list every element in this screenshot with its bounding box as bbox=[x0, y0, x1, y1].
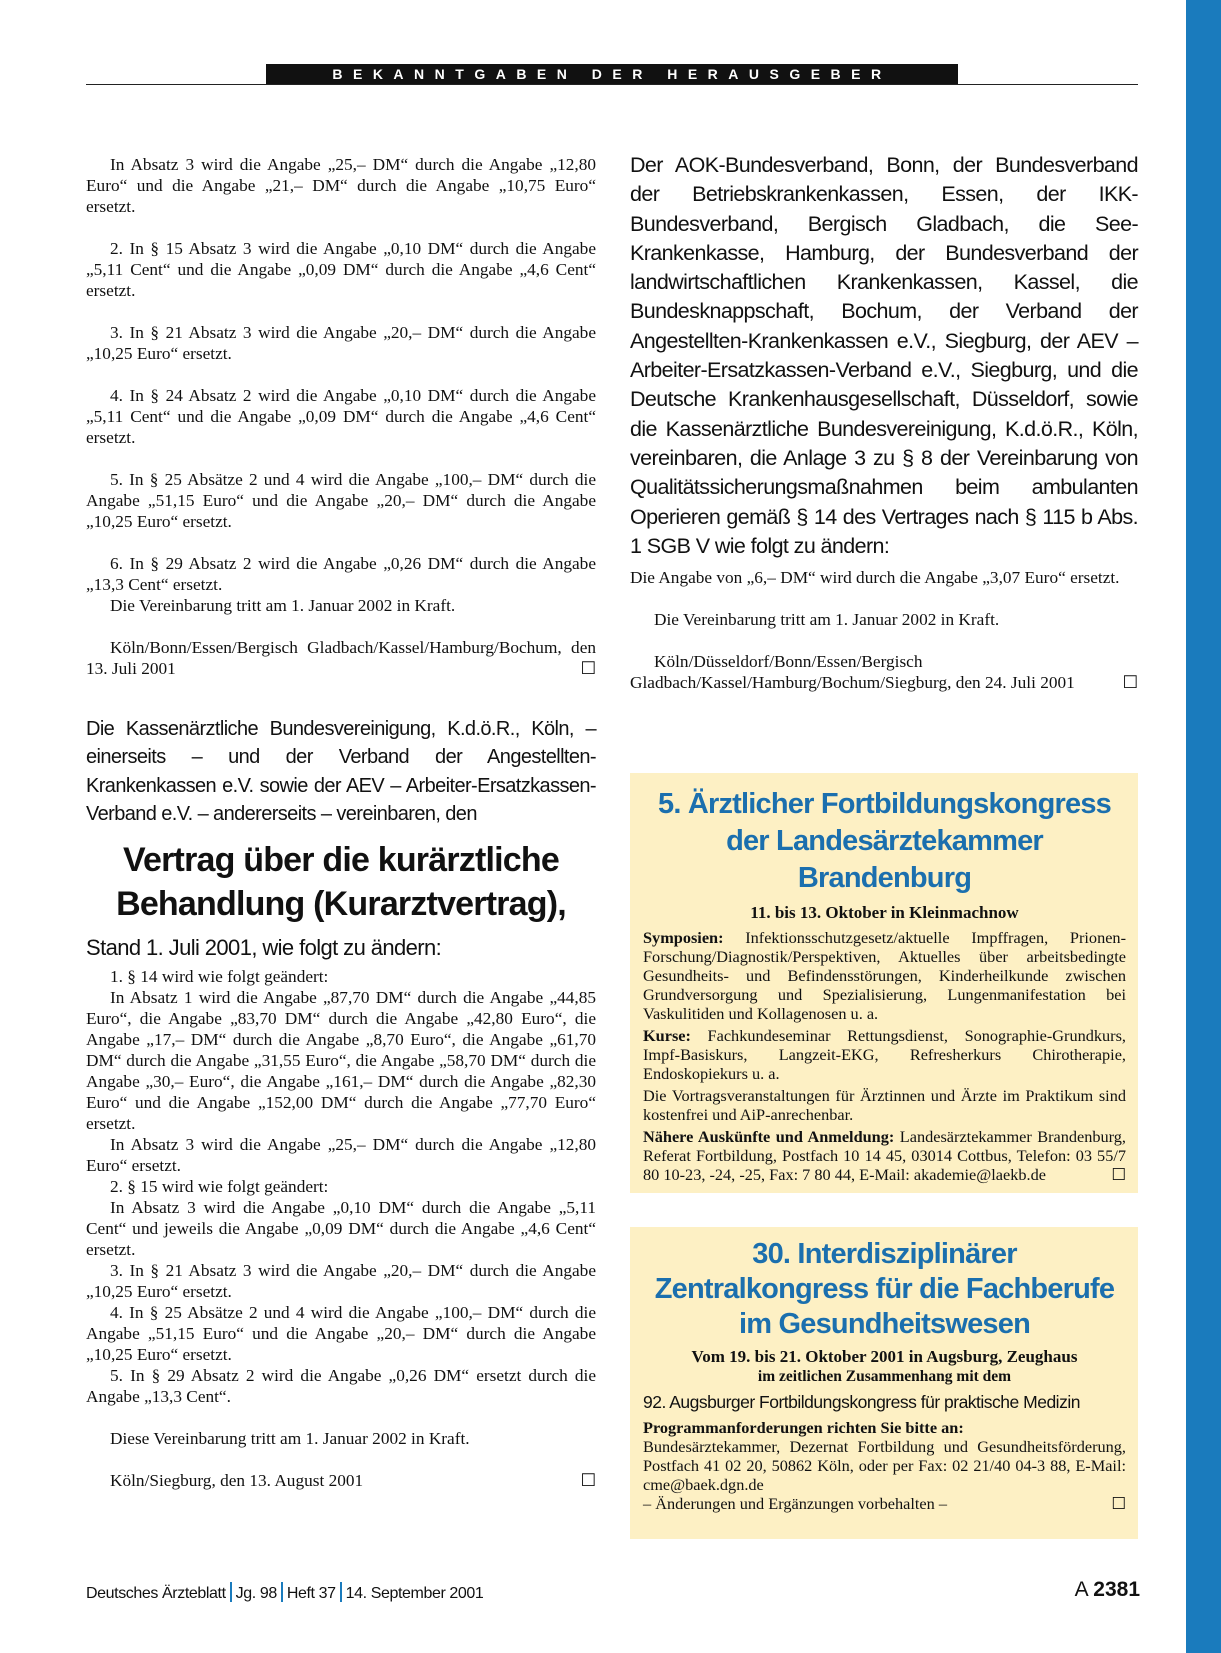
paragraph: 4. In § 24 Absatz 2 wird die Angabe „0,10 DM“ durch die Angabe „5,11 Cent“ und die Angabe „0,09 DM“ durch die Angabe „4,6 Cent“ ersetzt. bbox=[86, 386, 596, 447]
event-dates: 11. bis 13. Oktober in Kleinmachnow bbox=[750, 903, 1019, 922]
request-text: Bundesärztekammer, Dezernat Fortbildung und Gesundheitsförderung, Postfach 41 02 20, 50862 Köln, oder per Fax: 02 21/40 04-3 88, E-Mail: cme@baek.dgn.de bbox=[643, 1437, 1126, 1494]
section-title bbox=[86, 838, 596, 926]
announcement-box-brandenburg bbox=[630, 773, 1138, 1193]
left-column bbox=[86, 154, 596, 1491]
right-column bbox=[630, 151, 1138, 693]
effective-date: Diese Vereinbarung tritt am 1. Januar 2002 in Kraft. bbox=[110, 1428, 470, 1448]
symposien-paragraph bbox=[643, 928, 1126, 1023]
divider bbox=[340, 1582, 342, 1602]
box-title bbox=[643, 1237, 1126, 1342]
box-content bbox=[643, 786, 1126, 1184]
section-header: BEKANNTGABEN DER HERAUSGEBER bbox=[266, 64, 958, 84]
box-title bbox=[643, 786, 1126, 897]
list-item: 2. § 15 wird wie folgt geändert: bbox=[110, 1176, 329, 1196]
title-line: Behandlung (Kurarztvertrag), bbox=[116, 884, 566, 923]
signature-text: Köln/Düsseldorf/Bonn/Essen/Bergisch Gladbach/Kassel/Hamburg/Bochum/Siegburg, den 24. Juli 2001 bbox=[630, 652, 1075, 693]
paragraph: 3. In § 21 Absatz 3 wird die Angabe „20,– DM“ durch die Angabe „10,25 Euro“ ersetzt. bbox=[86, 323, 596, 363]
signature-line bbox=[86, 1470, 596, 1491]
signature-text: Köln/Bonn/Essen/Bergisch Gladbach/Kassel/Hamburg/Bochum, den 13. Juli 2001 bbox=[86, 638, 596, 678]
page-prefix: A bbox=[1074, 1578, 1088, 1601]
section-intro: Die Kassenärztliche Bundesvereinigung, K.d.ö.R., Köln, – einerseits – und der Verband der Angestellten-Krankenkassen e.V. sowie der AEV – Arbeiter-Ersatzkassen-Verband e.V. – andererseits – vereinbaren, den bbox=[86, 718, 596, 826]
end-mark-icon: ☐ bbox=[1122, 673, 1138, 693]
list-item: 1. § 14 wird wie folgt geändert: bbox=[110, 966, 329, 986]
issue-date: 14. September 2001 bbox=[345, 1585, 484, 1602]
title-line: 30. Interdisziplinärer bbox=[752, 1238, 1017, 1270]
paragraph: In Absatz 3 wird die Angabe „25,– DM“ durch die Angabe „12,80 Euro“ und die Angabe „21,– DM“ durch die Angabe „10,75 Euro“ ersetzt. bbox=[86, 155, 596, 216]
request-label: Programmanforderungen richten Sie bitte an: bbox=[643, 1418, 964, 1437]
title-line: der Landesärztekammer Brandenburg bbox=[726, 825, 1043, 894]
kurse-paragraph bbox=[643, 1026, 1126, 1083]
label: Nähere Auskünfte und Anmeldung: bbox=[643, 1127, 895, 1146]
divider bbox=[230, 1582, 232, 1602]
volume: Jg. 98 bbox=[235, 1585, 277, 1602]
list-item: 5. In § 29 Absatz 2 wird die Angabe „0,26 DM“ ersetzt durch die Angabe „13,3 Cent“. bbox=[86, 1365, 596, 1406]
page-number-value: 2381 bbox=[1093, 1578, 1140, 1601]
note-paragraph: Die Vortragsveranstaltungen für Ärztinnen und Ärzte im Praktikum sind kostenfrei und AiP-anrechenbar. bbox=[643, 1086, 1126, 1124]
title-line: Vertrag über die kurärztliche bbox=[123, 840, 559, 879]
label: Symposien: bbox=[643, 928, 724, 947]
footer bbox=[86, 1582, 483, 1603]
list-item: In Absatz 3 wird die Angabe „0,10 DM“ durch die Angabe „5,11 Cent“ und jeweils die Angabe „0,09 DM“ durch die Angabe „4,6 Cent“ ersetzt. bbox=[86, 1197, 596, 1259]
text: Landesärztekammer Brandenburg, Referat Fortbildung, Postfach 10 14 45, 03014 Cottbus, Telefon: 03 55/7 80 10-23, -24, -25, Fax: 7 80 44, E-Mail: akademie@laekb.de bbox=[643, 1127, 1126, 1184]
issue: Heft 37 bbox=[286, 1585, 336, 1602]
congress-name: 92. Augsburger Fortbildungskongress für praktische Medizin bbox=[643, 1392, 1080, 1412]
list-item: In Absatz 3 wird die Angabe „25,– DM“ durch die Angabe „12,80 Euro“ ersetzt. bbox=[86, 1134, 596, 1175]
paragraph: 6. In § 29 Absatz 2 wird die Angabe „0,26 DM“ durch die Angabe „13,3 Cent“ ersetzt. bbox=[86, 554, 596, 594]
title-line: Zentralkongress für die Fachberufe bbox=[654, 1273, 1115, 1305]
signature-line bbox=[630, 651, 1138, 693]
paragraph: 5. In § 25 Absätze 2 und 4 wird die Angabe „100,– DM“ durch die Angabe „51,15 Euro“ und die Angabe „20,– DM“ durch die Angabe „10,25 Euro“ ersetzt. bbox=[86, 470, 596, 531]
paragraph: Die Angabe von „6,– DM“ wird durch die Angabe „3,07 Euro“ ersetzt. bbox=[630, 568, 1120, 588]
event-dates: Vom 19. bis 21. Oktober 2001 in Augsburg, Zeughaus bbox=[691, 1347, 1078, 1366]
divider bbox=[281, 1582, 283, 1602]
kurarzt-section bbox=[86, 715, 596, 1491]
signature-text: Köln/Siegburg, den 13. August 2001 bbox=[110, 1470, 364, 1490]
title-line: 5. Ärztlicher Fortbildungskongress bbox=[658, 788, 1111, 820]
box-content bbox=[643, 1237, 1126, 1513]
page-number bbox=[1050, 1578, 1140, 1602]
label: Kurse: bbox=[643, 1026, 691, 1045]
end-mark-icon: ☐ bbox=[1111, 1165, 1126, 1184]
info-paragraph bbox=[643, 1127, 1126, 1184]
section-subtitle: Stand 1. Juli 2001, wie folgt zu ändern: bbox=[86, 934, 442, 960]
disclaimer: – Änderungen und Ergänzungen vorbehalten – bbox=[643, 1494, 947, 1513]
journal-name: Deutsches Ärzteblatt bbox=[86, 1585, 226, 1602]
text: Infektionsschutzgesetz/aktuelle Impffragen, Prionen-Forschung/Diagnostik/Perspektiven, Aktuelles über arbeitsbedingte Gesundheits- und Befindensstörungen, Kinderheilkunde zwischen Grundversorgung und Spezialisierung, Lungenmanifestation bei Vaskulitiden und Kollagenosen u. a. bbox=[643, 928, 1126, 1023]
list-item: 4. In § 25 Absätze 2 und 4 wird die Angabe „100,– DM“ durch die Angabe „51,15 Euro“ und die Angabe „20,– DM“ durch die Angabe „10,25 Euro“ ersetzt. bbox=[86, 1302, 596, 1364]
section-intro: Der AOK-Bundesverband, Bonn, der Bundesverband der Betriebskrankenkassen, Essen, der IKK-Bundesverband, Bergisch Gladbach, die See-Krankenkasse, Hamburg, der Bundesverband der landwirtschaftlichen Krankenkassen, Kassel, die Bundesknappschaft, Bochum, der Verband der Angestellten-Krankenkassen e.V., Siegburg, der AEV – Arbeiter-Ersatzkassen-Verband e.V., Siegburg, und die Deutsche Krankenhausgesellschaft, Düsseldorf, sowie die Kassenärztliche Bundesvereinigung, K.d.ö.R., Köln, vereinbaren, die Anlage 3 zu § 8 der Vereinbarung von Qualitätssicherungsmaßnahmen beim ambulanten Operieren gemäß § 14 des Vertrages nach § 115 b Abs. 1 SGB V wie folgt zu ändern: bbox=[630, 153, 1138, 558]
effective-date: Die Vereinbarung tritt am 1. Januar 2002 in Kraft. bbox=[654, 610, 1000, 630]
signature-line bbox=[86, 637, 596, 679]
header-rule bbox=[86, 84, 1138, 85]
title-line: im Gesundheitswesen bbox=[739, 1308, 1030, 1340]
list-item: In Absatz 1 wird die Angabe „87,70 DM“ durch die Angabe „44,85 Euro“, die Angabe „83,70 DM“ durch die Angabe „42,80 Euro“, die Angabe „17,– DM“ durch die Angabe „8,70 Euro“, die Angabe „61,70 DM“ durch die Angabe „31,55 Euro“, die Angabe „58,70 DM“ durch die Angabe „30,– Euro“, die Angabe „161,– DM“ durch die Angabe „82,30 Euro“ und die Angabe „152,00 DM“ durch die Angabe „77,70 Euro“ ersetzt. bbox=[86, 987, 596, 1133]
end-mark-icon: ☐ bbox=[580, 659, 596, 678]
event-context: im zeitlichen Zusammenhang mit dem bbox=[757, 1368, 1012, 1385]
text: Fachkundeseminar Rettungsdienst, Sonographie-Grundkurs, Impf-Basiskurs, Langzeit-EKG, Refresherkurs Chirotherapie, Endoskopiekurs u. a. bbox=[643, 1026, 1126, 1083]
effective-date: Die Vereinbarung tritt am 1. Januar 2002 in Kraft. bbox=[110, 596, 456, 615]
edge-color-bar bbox=[1186, 0, 1221, 1653]
announcement-box-augsburg bbox=[630, 1227, 1138, 1539]
paragraph: 2. In § 15 Absatz 3 wird die Angabe „0,10 DM“ durch die Angabe „5,11 Cent“ und die Angabe „0,09 DM“ durch die Angabe „4,6 Cent“ ersetzt. bbox=[86, 239, 596, 300]
list-item: 3. In § 21 Absatz 3 wird die Angabe „20,– DM“ durch die Angabe „10,25 Euro“ ersetzt. bbox=[86, 1260, 596, 1301]
end-mark-icon: ☐ bbox=[580, 1470, 596, 1490]
end-mark-icon: ☐ bbox=[1111, 1494, 1126, 1513]
disclaimer-line bbox=[643, 1494, 1126, 1513]
